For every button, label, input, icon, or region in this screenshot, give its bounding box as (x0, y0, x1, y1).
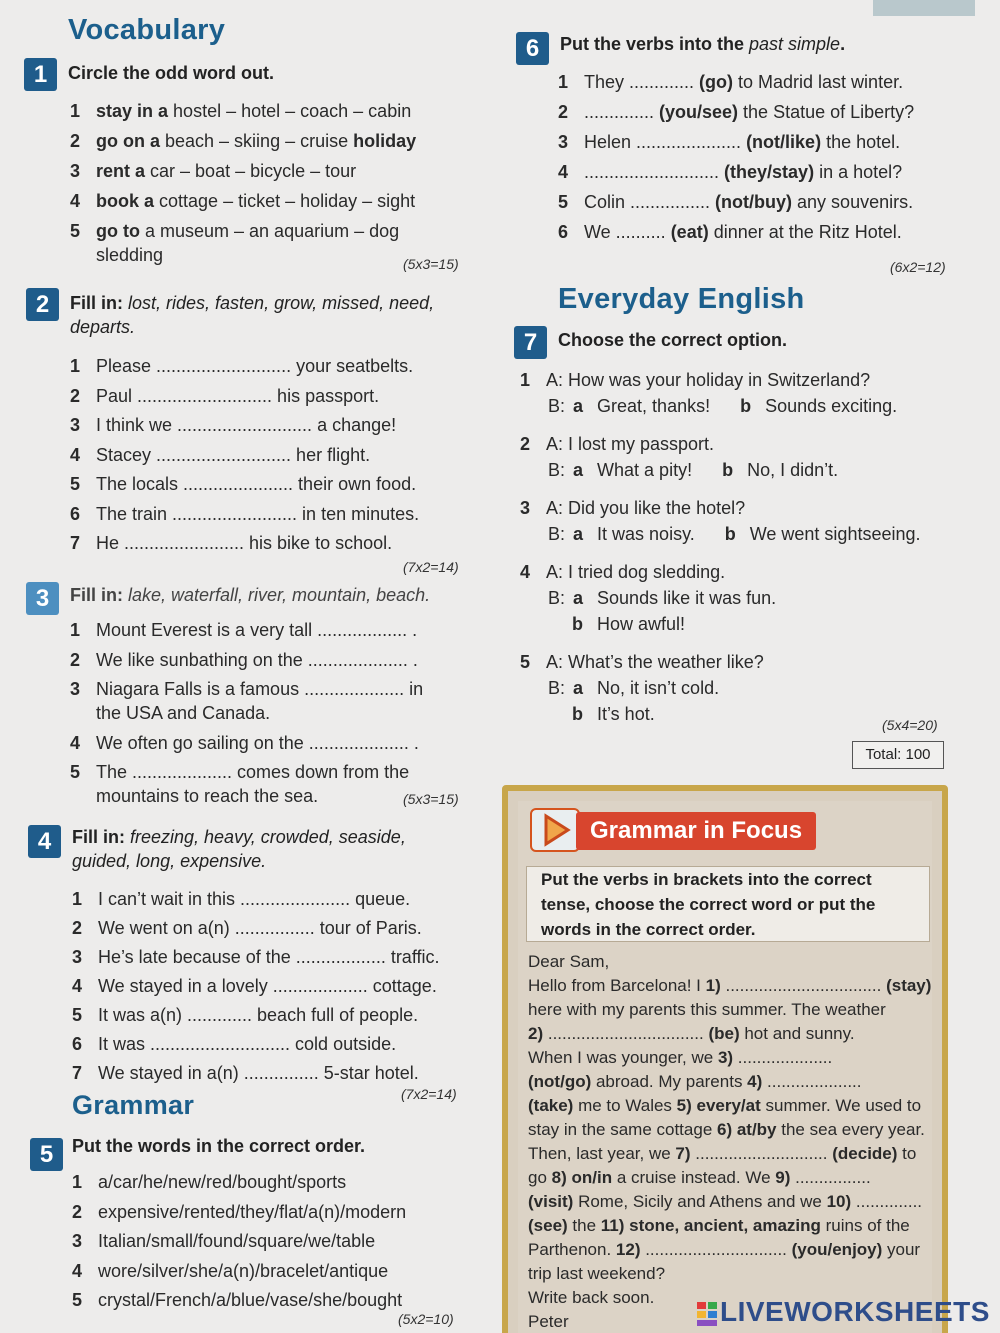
letter-segment: 4) (747, 1072, 763, 1091)
item-number: 4 (70, 191, 81, 211)
letter-segment: 5) every/at (676, 1096, 761, 1115)
item-lead: book a (96, 191, 155, 211)
letter-segment: (take) (528, 1096, 574, 1115)
watermark-text: LIVEWORKSHEETS (720, 1296, 990, 1327)
letter-line (528, 1262, 940, 1286)
letter-line (528, 998, 940, 1022)
item-text: We went on a(n) ................ tour of Paris. (98, 918, 422, 938)
letter-segment: ............................ (690, 1144, 833, 1163)
item-number: 2 (70, 649, 81, 670)
item-verb: (go) (699, 72, 734, 92)
letter-segment: ruins of the (820, 1216, 910, 1235)
letter-segment: me to Wales (573, 1096, 677, 1115)
exercise-3-number: 3 (26, 582, 59, 615)
list-item (72, 1229, 492, 1253)
letter-segment: (see) (528, 1216, 568, 1235)
exercise-5-number: 5 (30, 1138, 63, 1171)
letter-segment: 2) (528, 1024, 544, 1043)
b-label: B: (548, 588, 566, 608)
list-item (520, 458, 960, 482)
list-item (70, 731, 490, 755)
letter-line (528, 1166, 940, 1190)
letter-line (528, 1022, 940, 1046)
list-item (72, 945, 492, 969)
letter-segment: the (567, 1216, 601, 1235)
item-pre: We .......... (584, 222, 671, 242)
list-item (70, 648, 490, 672)
question-text: A: How was your holiday in Switzerland? (546, 370, 871, 390)
option-a-text: It was noisy. (597, 524, 695, 544)
item-number: 3 (520, 498, 531, 518)
letter-segment: your (882, 1240, 921, 1259)
list-item (70, 99, 490, 123)
exercise-6-number: 6 (516, 32, 549, 65)
item-post: any souvenirs. (792, 192, 914, 212)
letter-segment: stay in the same cottage (528, 1120, 717, 1139)
total-score-box: Total: 100 (852, 741, 944, 769)
option-b-text: Sounds exciting. (765, 396, 898, 416)
letter-line (528, 974, 940, 998)
list-item (70, 677, 490, 701)
instruction-lead: Fill in: (72, 827, 125, 847)
letter-segment: ................................. (720, 976, 887, 995)
item-text: wore/silver/she/a(n)/bracelet/antique (98, 1260, 389, 1281)
item-number: 5 (70, 474, 81, 494)
letter-line (528, 1190, 940, 1214)
item-number: 3 (70, 679, 81, 699)
exercise-2-number: 2 (26, 288, 59, 321)
list-item (70, 443, 490, 467)
exercise-1-list (70, 99, 490, 267)
item-number: 3 (558, 132, 569, 152)
option-b-letter: b (722, 460, 734, 480)
grammar-in-focus-instruction (526, 866, 930, 942)
item-number: 5 (558, 192, 569, 212)
exercise-7-score: (5x4=20) (882, 717, 938, 733)
item-number: 2 (72, 918, 83, 938)
list-item (520, 394, 960, 418)
item-number: 1 (70, 620, 81, 640)
exercise-5-instruction: Put the words in the correct order. (72, 1136, 366, 1156)
letter-segment: go (528, 1168, 552, 1187)
letter-segment: 6) at/by (717, 1120, 777, 1139)
item-number: 2 (70, 131, 81, 151)
option-a-letter: a (573, 524, 584, 544)
item-text: It was a(n) ............. beach full of people. (98, 1005, 419, 1025)
list-item (70, 701, 490, 725)
letter-segment: 11) stone, ancient, amazing (600, 1216, 821, 1235)
item-text: Mount Everest is a very tall .................. . (96, 620, 418, 640)
item-verb: (eat) (670, 222, 709, 242)
list-item (70, 384, 490, 408)
item-number: 5 (520, 652, 531, 672)
instruction-lead: Put the verbs into the (560, 34, 745, 54)
letter-line (528, 1070, 940, 1094)
instruction-lead: Fill in: (70, 293, 123, 313)
exercise-5-list (72, 1170, 492, 1312)
item-text: The .................... comes down from the (96, 762, 410, 782)
item-text: Stacey ........................... her flight. (96, 444, 371, 465)
letter-segment: Peter (528, 1312, 569, 1331)
letter-segment: ................ (790, 1168, 871, 1187)
exercise-2-list (70, 354, 490, 555)
item-words: cottage – ticket – holiday – sight (154, 191, 416, 211)
letter-segment: 1) (705, 976, 721, 995)
item-text: Please ........................... your seatbelts. (96, 356, 414, 376)
list-item (520, 650, 960, 674)
item-words: hostel – hotel – coach – cabin (168, 101, 412, 121)
grammar-in-focus-title: Grammar in Focus (576, 812, 816, 850)
item-verb: (not/like) (746, 132, 822, 152)
item-number: 7 (72, 1063, 83, 1083)
exercise-1-score: (5x3=15) (403, 256, 459, 272)
exercise-1-number: 1 (24, 58, 57, 91)
item-lead: rent a (96, 161, 146, 181)
instruction-words: freezing, heavy, crowded, seaside, (125, 827, 406, 847)
item-number: 4 (558, 162, 569, 182)
exercise-6-list (558, 70, 988, 244)
list-item (520, 612, 960, 636)
letter-line (528, 1214, 940, 1238)
option-b-text: How awful! (597, 614, 686, 634)
item-number: 5 (72, 1005, 83, 1025)
item-post: the Statue of Liberty? (738, 102, 915, 122)
letter-segment: (visit) (528, 1192, 574, 1211)
list-item (70, 219, 490, 243)
item-number: 3 (70, 161, 81, 181)
item-text: The locals ...................... their own food. (96, 474, 417, 494)
list-item (72, 1259, 492, 1283)
letter-line (528, 1094, 940, 1118)
item-post: in a hotel? (814, 162, 903, 182)
letter-segment: .................... (733, 1048, 833, 1067)
instruction-italic: past simple (744, 34, 841, 54)
grammar-title: Grammar (72, 1090, 195, 1120)
letter-segment: 7) (675, 1144, 691, 1163)
vocabulary-title: Vocabulary (68, 14, 226, 46)
option-a-letter: a (573, 588, 584, 608)
list-item (520, 496, 960, 520)
item-number: 1 (72, 1172, 83, 1192)
option-a-text: Sounds like it was fun. (597, 588, 777, 608)
exercise-4-list (72, 887, 492, 1085)
letter-segment: (decide) (832, 1144, 898, 1163)
list-item (70, 129, 490, 153)
option-a-letter: a (573, 678, 584, 698)
item-lead: stay in a (96, 101, 169, 121)
letter-line (528, 1118, 940, 1142)
item-number: 4 (70, 444, 81, 465)
item-number: 4 (70, 732, 81, 753)
item-number: 3 (70, 415, 81, 435)
item-text: Italian/small/found/square/we/table (98, 1231, 376, 1251)
item-number: 7 (70, 533, 81, 553)
letter-line (528, 1238, 940, 1262)
list-item (72, 974, 492, 998)
list-item (70, 159, 490, 183)
item-pre: Colin ................ (584, 192, 716, 212)
item-number: 6 (72, 1034, 83, 1054)
liveworksheets-logo-icon (696, 1301, 718, 1327)
item-tail: holiday (353, 131, 417, 151)
exercise-2-score: (7x2=14) (403, 559, 459, 575)
list-item (72, 1003, 492, 1027)
item-pre: ........................... (584, 162, 725, 182)
letter-segment: the sea every year. (776, 1120, 925, 1139)
corner-tab (873, 0, 975, 16)
list-item (70, 502, 490, 526)
question-text: A: What’s the weather like? (546, 652, 764, 672)
list-item (72, 1032, 492, 1056)
item-text: The train ......................... in ten minutes. (96, 503, 420, 524)
list-item (72, 1200, 492, 1224)
instruction-words: lake, waterfall, river, mountain, beach. (123, 585, 431, 605)
exercise-7-instruction: Choose the correct option. (558, 330, 788, 350)
item-text: We stayed in a lovely ................... cottage. (98, 976, 437, 996)
list-item (558, 100, 988, 124)
list-item (72, 1288, 492, 1312)
exercise-4-number: 4 (28, 825, 61, 858)
exercise-3-score: (5x3=15) (403, 791, 459, 807)
item-lead: go to (96, 221, 140, 241)
option-b-text: We went sightseeing. (749, 524, 921, 544)
item-cont: the USA and Canada. (96, 703, 271, 723)
item-number: 1 (70, 101, 81, 121)
b-label: B: (548, 524, 566, 544)
option-b-letter: b (572, 614, 583, 634)
list-item (520, 560, 960, 584)
list-item (70, 760, 490, 784)
item-pre: They ............. (584, 72, 700, 92)
list-item (70, 472, 490, 496)
letter-segment: Write back soon. (528, 1288, 655, 1307)
item-number: 4 (520, 562, 531, 582)
item-post: dinner at the Ritz Hotel. (708, 222, 902, 242)
letter-segment: (not/go) (528, 1072, 592, 1091)
letter-segment: 8) on/in (551, 1168, 613, 1187)
item-number: 2 (558, 102, 569, 122)
instruction-words-cont: guided, long, expensive. (72, 851, 267, 871)
list-item (558, 130, 988, 154)
list-item (520, 586, 960, 610)
list-item (70, 531, 490, 555)
everyday-english-title: Everyday English (558, 283, 805, 315)
letter-segment: a cruise instead. We (612, 1168, 776, 1187)
option-b-text: No, I didn’t. (747, 460, 839, 480)
list-item (558, 190, 988, 214)
letter-line (528, 1046, 940, 1070)
item-number: 5 (70, 221, 81, 241)
item-text: expensive/rented/they/flat/a(n)/modern (98, 1201, 407, 1222)
exercise-1-instruction: Circle the odd word out. (68, 63, 274, 83)
item-number: 2 (520, 434, 531, 454)
item-text: I think we ........................... a change! (96, 415, 397, 435)
letter-segment: abroad. My parents (591, 1072, 748, 1091)
item-words: beach – skiing – cruise (160, 131, 354, 151)
option-b-letter: b (572, 704, 583, 724)
option-a-text: No, it isn’t cold. (597, 678, 720, 698)
item-number: 4 (72, 976, 83, 996)
b-label: B: (548, 678, 566, 698)
item-number: 6 (558, 222, 569, 242)
letter-segment: 12) (615, 1240, 641, 1259)
letter-segment: Parthenon. (528, 1240, 616, 1259)
option-a-letter: a (573, 460, 584, 480)
exercise-4-score: (7x2=14) (401, 1086, 457, 1102)
option-a-text: Great, thanks! (597, 396, 711, 416)
letter-segment: 10) (826, 1192, 852, 1211)
letter-segment: 3) (717, 1048, 734, 1067)
item-text: Paul ........................... his passport. (96, 385, 380, 406)
list-item (70, 413, 490, 437)
letter-segment: to (897, 1144, 917, 1163)
instruction-line: Put the verbs in brackets into the correct (541, 870, 872, 889)
item-verb: (you/see) (659, 102, 739, 122)
item-number: 4 (72, 1260, 83, 1281)
letter-segment: Rome, Sicily and Athens and we (573, 1192, 827, 1211)
list-item (72, 916, 492, 940)
question-text: A: I tried dog sledding. (546, 562, 726, 582)
item-text: He ........................ his bike to school. (96, 533, 393, 553)
item-number: 5 (72, 1290, 83, 1310)
letter-segment: 9) (775, 1168, 791, 1187)
letter-segment: hot and sunny. (739, 1024, 855, 1043)
letter-segment: Dear Sam, (528, 952, 610, 971)
exercise-7-number: 7 (514, 326, 547, 359)
list-item (558, 160, 988, 184)
letter-text (528, 950, 940, 1333)
letter-line (528, 950, 940, 974)
list-item (72, 1061, 492, 1085)
letter-segment: Then, last year, we (528, 1144, 676, 1163)
item-text: We stayed in a(n) ............... 5-star hotel. (98, 1063, 419, 1083)
list-item (70, 189, 490, 213)
item-pre: .............. (584, 102, 660, 122)
letter-segment: .............. (851, 1192, 923, 1211)
item-text: We like sunbathing on the .................... . (96, 649, 418, 670)
watermark (696, 1296, 990, 1328)
list-item (520, 522, 960, 546)
item-number: 6 (70, 503, 81, 524)
option-a-letter: a (573, 396, 584, 416)
b-label: B: (548, 396, 566, 416)
item-text: a/car/he/new/red/bought/sports (98, 1172, 347, 1192)
exercise-6-score: (6x2=12) (890, 259, 946, 275)
letter-segment: .............................. (640, 1240, 792, 1259)
item-lead: go on a (96, 131, 160, 151)
list-item (520, 368, 960, 392)
list-item (70, 618, 490, 642)
item-verb: (they/stay) (724, 162, 815, 182)
exercise-6-instruction (560, 32, 845, 56)
instruction-words-cont: departs. (70, 317, 136, 337)
letter-line (528, 1142, 940, 1166)
question-text: A: Did you like the hotel? (546, 498, 746, 518)
list-item (520, 676, 960, 700)
item-number: 3 (72, 947, 83, 967)
exercise-3-instruction (70, 583, 490, 607)
list-item (70, 354, 490, 378)
option-b-letter: b (740, 396, 752, 416)
play-icon (530, 808, 580, 852)
b-label: B: (548, 460, 566, 480)
grammar-in-focus-banner (530, 808, 816, 852)
letter-segment: Hello from Barcelona! I (528, 976, 706, 995)
item-words: a museum – an aquarium – dog (139, 221, 400, 241)
item-post: to Madrid last winter. (733, 72, 904, 92)
letter-segment: here with my parents this summer. The weather (528, 1000, 886, 1019)
instruction-line: tense, choose the correct word or put the (541, 895, 876, 914)
option-a-text: What a pity! (597, 460, 693, 480)
item-text: Niagara Falls is a famous .................... in (96, 679, 424, 699)
letter-segment: (be) (708, 1024, 740, 1043)
item-number: 1 (558, 72, 569, 92)
item-cont: mountains to reach the sea. (96, 786, 319, 806)
item-number: 5 (70, 762, 81, 782)
list-item (72, 887, 492, 911)
item-number: 2 (70, 385, 81, 406)
item-text: I can’t wait in this ...................... queue. (98, 889, 411, 909)
item-text: He’s late because of the .................. traffic. (98, 947, 440, 967)
exercise-4-instruction (72, 825, 492, 873)
letter-segment: When I was younger, we (528, 1048, 718, 1067)
item-cont: sledding (96, 245, 164, 265)
item-post: the hotel. (821, 132, 901, 152)
item-number: 2 (72, 1201, 83, 1222)
item-text: It was ............................ cold outside. (98, 1034, 397, 1054)
letter-segment: summer. We used to (760, 1096, 922, 1115)
letter-segment: trip last weekend? (528, 1264, 666, 1283)
list-item (558, 220, 988, 244)
list-item (72, 1170, 492, 1194)
option-b-text: It’s hot. (597, 704, 655, 724)
item-verb: (not/buy) (715, 192, 793, 212)
item-text: We often go sailing on the .................... . (96, 732, 419, 753)
option-b-letter: b (724, 524, 736, 544)
exercise-7-list (520, 368, 960, 726)
item-number: 1 (72, 889, 83, 909)
letter-segment: (you/enjoy) (791, 1240, 883, 1259)
exercise-2-instruction (70, 291, 490, 339)
letter-segment: .................... (762, 1072, 862, 1091)
instruction-end: . (840, 34, 846, 54)
item-number: 1 (520, 370, 531, 390)
item-number: 3 (72, 1231, 83, 1251)
instruction-line: words in the correct order. (541, 920, 756, 939)
item-pre: Helen ..................... (584, 132, 747, 152)
item-words: car – boat – bicycle – tour (145, 161, 357, 181)
exercise-3-list (70, 618, 490, 808)
instruction-words: lost, rides, fasten, grow, missed, need, (123, 293, 435, 313)
list-item (558, 70, 988, 94)
question-text: A: I lost my passport. (546, 434, 715, 454)
instruction-lead: Fill in: (70, 585, 123, 605)
letter-segment: ................................. (543, 1024, 709, 1043)
item-text: crystal/French/a/blue/vase/she/bought (98, 1290, 403, 1310)
item-number: 1 (70, 356, 81, 376)
letter-segment: (stay) (886, 976, 932, 995)
exercise-5-score: (5x2=10) (398, 1311, 454, 1327)
list-item (520, 432, 960, 456)
